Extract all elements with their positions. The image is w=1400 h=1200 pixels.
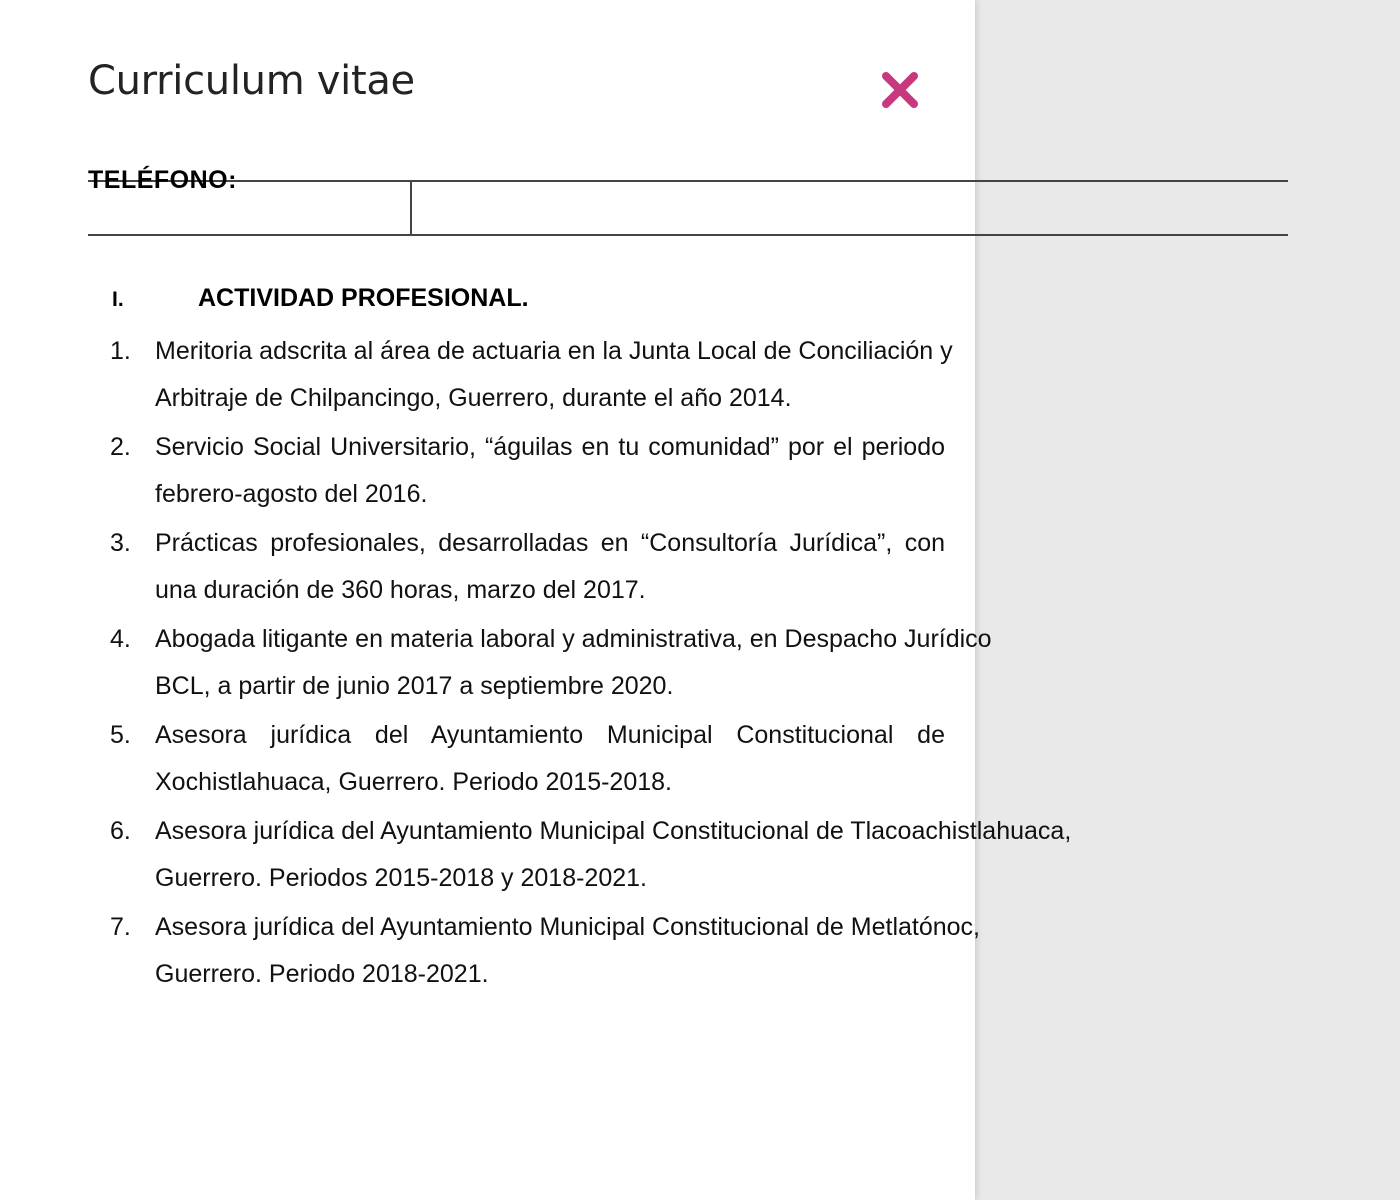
item-text-line: Abogada litigante en materia laboral y administrativa, en Despacho Jurídico bbox=[155, 625, 992, 653]
list-item bbox=[110, 808, 1072, 902]
item-text-line: febrero-agosto del 2016. bbox=[155, 480, 428, 508]
item-number: 2. bbox=[110, 433, 131, 461]
activity-list bbox=[110, 328, 1072, 1000]
list-item bbox=[110, 424, 945, 518]
item-text-line: Asesora jurídica del Ayuntamiento Municipal Constitucional de Tlacoachistlahuaca, bbox=[155, 817, 1072, 845]
item-text-line: Guerrero. Periodo 2018-2021. bbox=[155, 960, 489, 988]
close-button[interactable] bbox=[876, 66, 924, 114]
list-item bbox=[110, 712, 945, 806]
item-text-line: Meritoria adscrita al área de actuaria en la Junta Local de Conciliación y bbox=[155, 337, 953, 365]
item-text-line: Arbitraje de Chilpancingo, Guerrero, durante el año 2014. bbox=[155, 384, 792, 412]
item-text-line: Servicio Social Universitario, “águilas en tu comunidad” por el periodo bbox=[155, 433, 945, 461]
list-item bbox=[110, 520, 945, 614]
item-text-line: una duración de 360 horas, marzo del 2017. bbox=[155, 576, 646, 604]
close-icon bbox=[876, 66, 924, 114]
item-text-line: Asesora jurídica del Ayuntamiento Municipal Constitucional de Metlatónoc, bbox=[155, 913, 980, 941]
item-text-line: Xochistlahuaca, Guerrero. Periodo 2015-2018. bbox=[155, 768, 672, 796]
item-number: 3. bbox=[110, 529, 131, 557]
item-text-line: Asesora jurídica del Ayuntamiento Municipal Constitucional de bbox=[155, 721, 945, 749]
section-numeral: I. bbox=[112, 288, 124, 311]
document-viewer[interactable] bbox=[0, 166, 1072, 1200]
list-item bbox=[110, 904, 980, 998]
item-number: 5. bbox=[110, 721, 131, 749]
item-number: 7. bbox=[110, 913, 131, 941]
table-divider bbox=[410, 182, 412, 234]
item-text-line: Guerrero. Periodos 2015-2018 y 2018-2021. bbox=[155, 864, 647, 892]
telefono-table-row bbox=[88, 166, 1288, 236]
item-number: 4. bbox=[110, 625, 131, 653]
document-page bbox=[0, 166, 1400, 1200]
list-item bbox=[110, 616, 992, 710]
item-text-line: Prácticas profesionales, desarrolladas en “Consultoría Jurídica”, con bbox=[155, 529, 945, 557]
modal-title: Curriculum vitae bbox=[88, 58, 415, 104]
item-text-line: BCL, a partir de junio 2017 a septiembre 2020. bbox=[155, 672, 674, 700]
list-item bbox=[110, 328, 953, 422]
item-number: 1. bbox=[110, 337, 131, 365]
item-number: 6. bbox=[110, 817, 131, 845]
telefono-label: TELÉFONO: bbox=[88, 166, 237, 194]
section-title: ACTIVIDAD PROFESIONAL. bbox=[198, 284, 529, 312]
